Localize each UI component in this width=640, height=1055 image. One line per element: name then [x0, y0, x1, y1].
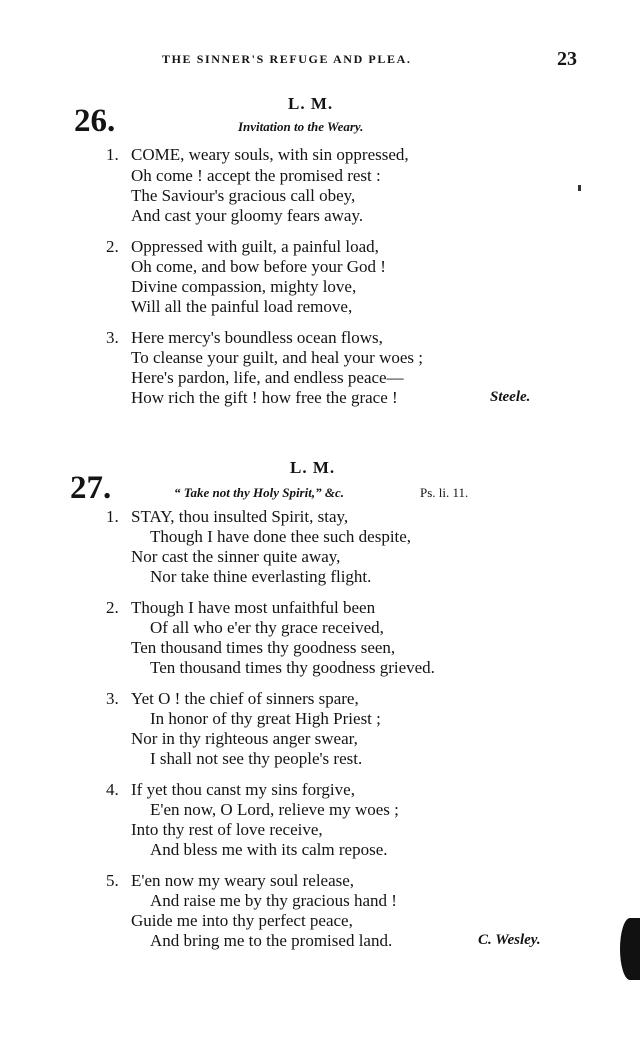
- verse-line: Here's pardon, life, and endless peace—: [131, 368, 404, 387]
- verse-line: And bless me with its calm repose.: [150, 840, 388, 859]
- hymn-27-verse-2-number: 2.: [106, 598, 119, 617]
- verse-line: I shall not see thy people's rest.: [150, 749, 363, 768]
- verse-line: Will all the painful load remove,: [131, 297, 353, 316]
- verse-line: And bring me to the promised land.: [150, 931, 393, 950]
- verse-line: Nor take thine everlasting flight.: [150, 567, 372, 586]
- hymn-27-verse-4-number: 4.: [106, 780, 119, 799]
- hymn-27-author: C. Wesley.: [478, 932, 541, 948]
- hymn-27-meter: L. M.: [290, 458, 336, 477]
- verse-line: Nor cast the sinner quite away,: [131, 547, 341, 566]
- verse-line: Oh come, and bow before your God !: [131, 257, 386, 276]
- verse-line: Nor in thy righteous anger swear,: [131, 729, 358, 748]
- running-head: THE SINNER'S REFUGE AND PLEA.: [162, 52, 412, 66]
- verse-line: To cleanse your guilt, and heal your woes ;: [131, 348, 423, 367]
- hymn-26-verse-2-number: 2.: [106, 237, 119, 256]
- hymn-26-author: Steele.: [490, 389, 531, 405]
- verse-line: Guide me into thy perfect peace,: [131, 911, 353, 930]
- verse-line: E'en now, O Lord, relieve my woes ;: [150, 800, 399, 819]
- verse-line: The Saviour's gracious call obey,: [131, 186, 356, 205]
- hymn-26-verse-1-number: 1.: [106, 145, 119, 164]
- page-edge-blot: [620, 918, 640, 980]
- verse-line: Divine compassion, mighty love,: [131, 277, 357, 296]
- hymn-27-verse-5-number: 5.: [106, 871, 119, 890]
- verse-line: Of all who e'er thy grace received,: [150, 618, 384, 637]
- hymn-26-meter: L. M.: [288, 94, 334, 113]
- hymn-27-verse-1-number: 1.: [106, 507, 119, 526]
- hymn-26-number: 26.: [74, 103, 116, 139]
- verse-line: Ten thousand times thy goodness grieved.: [150, 658, 435, 677]
- hymn-26-subtitle: Invitation to the Weary.: [238, 119, 364, 134]
- verse-line: Oh come ! accept the promised rest :: [131, 166, 381, 185]
- verse-line: And cast your gloomy fears away.: [131, 206, 364, 225]
- verse-line: If yet thou canst my sins forgive,: [131, 780, 355, 799]
- verse-line: And raise me by thy gracious hand !: [150, 891, 397, 910]
- verse-line: STAY, thou insulted Spirit, stay,: [131, 507, 349, 526]
- verse-line: Though I have done thee such despite,: [150, 527, 412, 546]
- verse-line: Here mercy's boundless ocean flows,: [131, 328, 383, 347]
- verse-line: Oppressed with guilt, a painful load,: [131, 237, 379, 256]
- hymn-27-verse-3-number: 3.: [106, 689, 119, 708]
- verse-line: Yet O ! the chief of sinners spare,: [131, 689, 359, 708]
- hymn-27-scripture-ref: Ps. li. 11.: [420, 485, 469, 500]
- hymn-27-number: 27.: [70, 470, 112, 506]
- stray-mark: [578, 185, 581, 191]
- hymn-27-subtitle: “ Take not thy Holy Spirit,” &c.: [174, 485, 344, 500]
- verse-line: How rich the gift ! how free the grace !: [131, 388, 398, 407]
- verse-line: Though I have most unfaithful been: [131, 598, 376, 617]
- verse-line: Into thy rest of love receive,: [131, 820, 323, 839]
- verse-line: E'en now my weary soul release,: [131, 871, 355, 890]
- verse-line: Ten thousand times thy goodness seen,: [131, 638, 396, 657]
- page-number: 23: [557, 48, 577, 70]
- hymn-26-verse-3-number: 3.: [106, 328, 119, 347]
- verse-line: COME, weary souls, with sin oppressed,: [131, 145, 409, 164]
- verse-line: In honor of thy great High Priest ;: [150, 709, 381, 728]
